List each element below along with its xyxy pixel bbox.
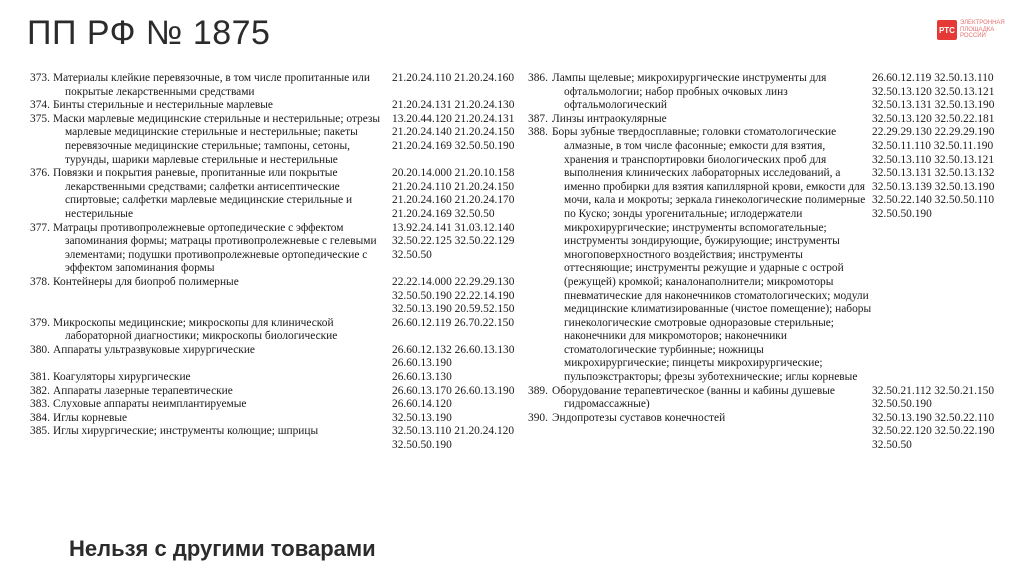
item-number: 375. [30,112,50,125]
left-column [30,72,530,453]
item-text: Микроскопы медицинские; микроскопы для клинической лабораторной диагностики; микроскопы биологические [53,316,338,343]
list-item [30,425,530,452]
item-text: Слуховые аппараты неимплантируемые [53,398,247,411]
item-text: Маски марлевые медицинские стерильные и нестерильные; отрезы марлевые медицинские стерильные и нестерильные; пакеты перевязочные медицинские стерильные; тампоны, сетоны, турунды, шарики марлевые стерильные и нестерильные [53,112,381,166]
item-number: 390. [528,411,548,424]
list-item [30,412,530,426]
item-text: Иглы хирургические; инструменты колющие; шприцы [53,425,319,438]
item-codes: 32.50.13.120 32.50.22.181 [872,112,995,125]
rts-logo-icon: РТС [937,20,957,40]
list-item [30,371,530,385]
rts-logo-text: ЭЛЕКТРОННАЯ ПЛОЩАДКА РОССИИ [960,20,1005,40]
item-codes: 13.20.44.120 21.20.24.131 21.20.24.140 21.20.24.150 21.20.24.169 32.50.50.190 [392,112,515,152]
list-item [528,412,1008,453]
list-item [528,72,1008,113]
item-codes: 26.60.12.119 26.70.22.150 [392,316,515,329]
item-text: Матрацы противопролежневые ортопедические с эффектом запоминания формы; матрацы противопролежневые с гелевыми элементами; подушки противопролежневые ортопедические с эффектом запоминания формы [53,221,377,275]
item-codes: 20.20.14.000 21.20.10.158 21.20.24.110 21.20.24.150 21.20.24.160 21.20.24.170 21.20.24.169 32.50.50 [392,167,515,220]
item-number: 380. [30,343,50,356]
item-codes: 21.20.24.131 21.20.24.130 [392,99,515,112]
list-item [30,317,530,344]
footer-note: Нельзя с другими товарами [69,536,376,561]
list-item [30,72,530,99]
item-codes: 26.60.12.119 32.50.13.110 32.50.13.120 32.50.13.121 32.50.13.131 32.50.13.190 [872,72,995,112]
item-number: 381. [30,371,50,384]
list-item [30,113,530,167]
item-codes: 13.92.24.141 31.03.12.140 32.50.22.125 32.50.22.129 32.50.50 [392,221,515,261]
item-text: Эндопротезы суставов конечностей [552,411,726,424]
item-codes: 21.20.24.110 21.20.24.160 [392,72,515,84]
item-number: 378. [30,275,50,288]
item-number: 377. [30,221,50,234]
item-text: Линзы интраокулярные [552,112,667,125]
item-text: Лампы щелевые; микрохирургические инструменты для офтальмологии; набор пробных очковых линз офтальмологический [552,72,827,112]
item-text: Бинты стерильные и нестерильные марлевые [53,99,273,112]
list-item [30,167,530,221]
item-number: 383. [30,398,50,411]
item-text: Материалы клейкие перевязочные, в том числе пропитанные или покрытые лекарственными средствами [53,72,370,98]
item-number: 389. [528,384,548,397]
item-text: Контейнеры для биопроб полимерные [53,275,239,288]
list-item [30,222,530,276]
item-number: 374. [30,99,50,112]
item-number: 384. [30,411,50,424]
item-text: Оборудование терапевтическое (ванны и кабины душевые гидромассажные) [552,384,835,411]
item-number: 385. [30,425,50,438]
item-codes: 26.60.13.130 [392,371,452,384]
item-number: 386. [528,72,548,84]
item-text: Иглы корневые [53,411,128,424]
item-codes: 32.50.13.190 32.50.22.110 32.50.22.120 32.50.22.190 32.50.50 [872,411,995,452]
list-item [30,99,530,113]
list-item [528,126,1008,384]
item-text: Аппараты лазерные терапевтические [53,384,233,397]
item-number: 376. [30,167,50,180]
item-codes: 26.60.13.170 26.60.13.190 [392,384,515,397]
item-number: 388. [528,126,548,139]
list-item [528,385,1008,412]
item-number: 373. [30,72,50,84]
list-item [30,385,530,399]
item-codes: 32.50.13.190 [392,411,452,424]
right-column [528,72,1008,453]
item-number: 382. [30,384,50,397]
list-item [30,276,530,317]
item-codes: 32.50.13.110 21.20.24.120 32.50.50.190 [392,425,515,452]
page-title: ПП РФ № 1875 [27,14,271,52]
item-text: Повязки и покрытия раневые, пропитанные или покрытые лекарственными средствами; салфетки антисептические спиртовые; салфетки марлевые медицинские стерильные и нестерильные [53,167,353,220]
item-number: 379. [30,316,50,329]
item-number: 387. [528,112,548,125]
item-text: Аппараты ультразвуковые хирургические [53,343,255,356]
item-codes: 22.22.14.000 22.29.29.130 32.50.50.190 22.22.14.190 32.50.13.190 20.59.52.150 [392,275,515,316]
item-codes: 32.50.21.112 32.50.21.150 32.50.50.190 [872,384,995,411]
list-item [528,113,1008,127]
item-codes: 26.60.14.120 [392,398,452,411]
item-codes: 22.29.29.130 22.29.29.190 32.50.11.110 32.50.11.190 32.50.13.110 32.50.13.121 32.50.13.131 32.50.13.132 32.50.13.139 32.50.13.190 32.50.22.140 32.50.50.110 32.50.50.190 [872,126,995,220]
item-text: Коагуляторы хирургические [53,371,191,384]
item-text: Боры зубные твердосплавные; головки стоматологические алмазные, в том числе фасонные; емкости для взятия, хранения и транспортировки биологических проб для выполнения клинических лабораторных исследований, а именно пробирки для взятия капиллярной крови, емкости для мочи, кала и мокроты; зеркала гинекологические полимерные по Куско; зонды урогенитальные; иглодержатели микрохирургические; инструменты вспомогательные; инструменты зондирующие, бужирующие; инструменты многоповерхностного воздействия; инструменты оттесняющие; инструменты режущие и ударные с острой (режущей) кромкой; каналонаполнители; микромоторы пневматические для наконечников стоматологических; модули медицинские климатизированные (чистое помещение); наборы гинекологические смотровые одноразовые стерильные; наконечники для микромоторов; наконечники стоматологические турбинные; ножницы микрохирургические; пинцеты микрохирургические; пульпоэкстракторы; фрезы зуботехнические; иглы корневые [552,126,872,384]
list-item [30,344,530,371]
rts-logo [937,20,1012,40]
list-item [30,398,530,412]
item-codes: 26.60.12.132 26.60.13.130 26.60.13.190 [392,343,515,370]
